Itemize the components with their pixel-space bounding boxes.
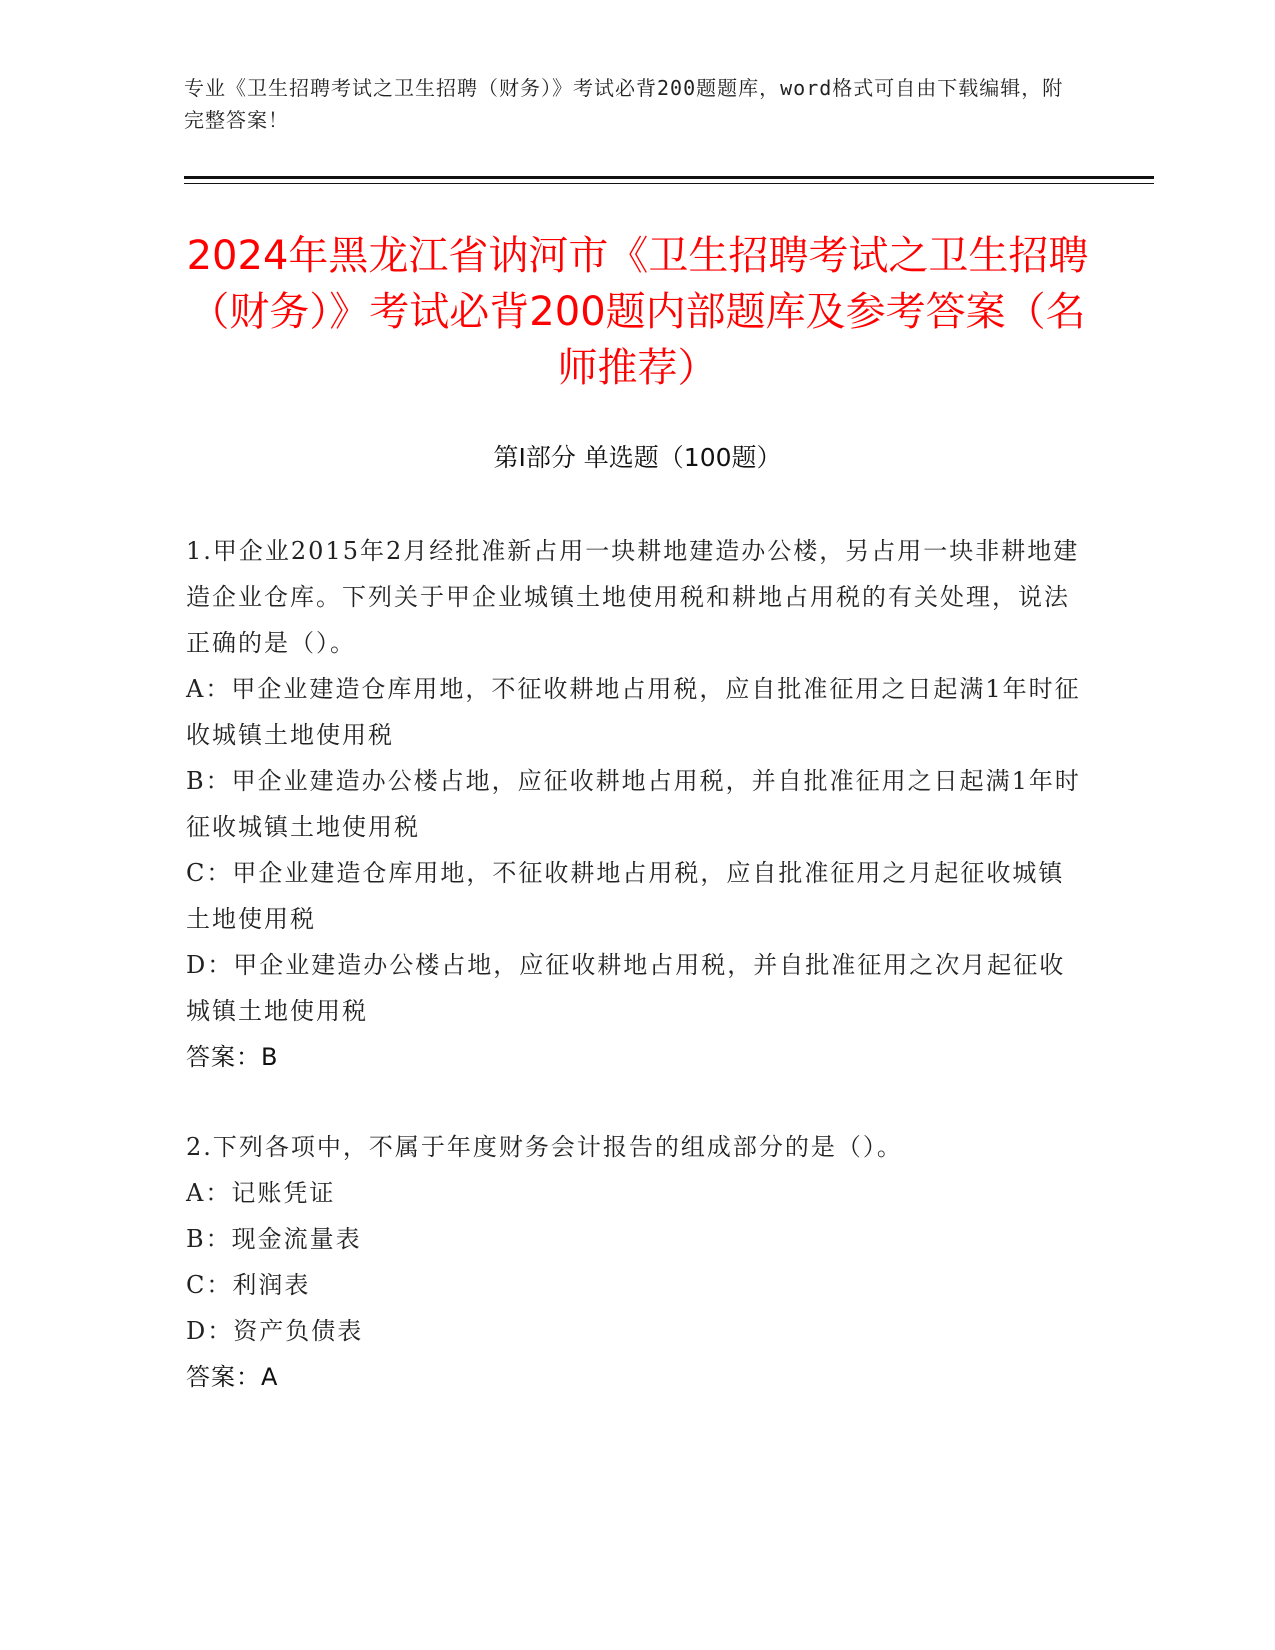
question-1-option-d: D：甲企业建造办公楼占地，应征收耕地占用税，并自批准征用之次月起征收城镇土地使用税 [186,951,1066,1025]
question-2-answer: 答案：A [186,1363,279,1391]
intro-text: 专业《卫生招聘考试之卫生招聘（财务）》考试必背200题题库，word格式可自由下载编辑，附完整答案！ [184,76,1064,132]
question-1 [186,528,1086,1080]
section-title: 第I部分 单选题（100题） [493,443,782,472]
question-1-option-a: A：甲企业建造仓库用地，不征收耕地占用税，应自批准征用之日起满1年时征收城镇土地使用税 [186,675,1081,749]
question-1-option-b: B：甲企业建造办公楼占地，应征收耕地占用税，并自批准征用之日起满1年时征收城镇土地使用税 [186,767,1081,841]
header-divider-thin [184,183,1154,184]
question-2-option-a: A：记账凭证 [186,1179,336,1207]
question-1-option-c: C：甲企业建造仓库用地，不征收耕地占用税，应自批准征用之月起征收城镇土地使用税 [186,859,1065,933]
document-title: 2024年黑龙江省讷河市《卫生招聘考试之卫生招聘（财务）》考试必背200题内部题库及参考答案（名师推荐） [186,233,1089,391]
question-2-option-c: C：利润表 [186,1271,311,1299]
question-1-stem: 1.甲企业2015年2月经批准新占用一块耕地建造办公楼，另占用一块非耕地建造企业仓库。下列关于甲企业城镇土地使用税和耕地占用税的有关处理，说法正确的是（）。 [186,537,1080,657]
question-2-option-b: B：现金流量表 [186,1225,362,1253]
header-divider-thick [184,176,1154,179]
question-2 [186,1124,1086,1400]
question-2-stem: 2.下列各项中，不属于年度财务会计报告的组成部分的是（）。 [186,1133,903,1161]
question-2-option-d: D：资产负债表 [186,1317,364,1345]
question-1-answer: 答案：B [186,1043,279,1071]
